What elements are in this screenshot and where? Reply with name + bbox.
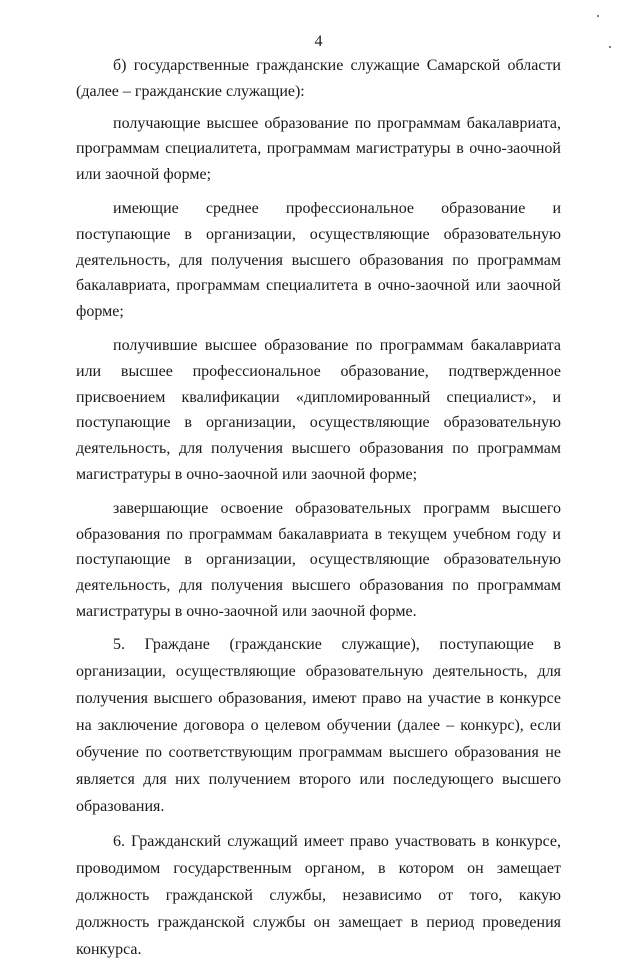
scan-speck bbox=[597, 15, 599, 17]
paragraph-civil-servants-heading: б) государственные гражданские служащие Самарской области (далее – гражданские служащие): bbox=[76, 57, 561, 100]
paragraph-receiving-higher-education: получающие высшее образование по программам бакалавриата, программам специалитета, программам магистратуры в очно-заочной или заочной форме; bbox=[76, 114, 561, 184]
paragraph-bachelor-or-specialist-graduates: получившие высшее образование по программам бакалавриата или высшее профессиональное образование, подтвержденное присвоением квалификации «дипломированный специалист», и поступающие в организации, осуществляющие образовательную деятельность, для получения высшего образования по программам магистратуры в очно-заочной или заочной форме; bbox=[76, 336, 561, 483]
paragraph-item-6: 6. Гражданский служащий имеет право участвовать в конкурсе, проводимом государственным органом, в котором он замещает должность гражданской службы, независимо от того, какую должность гражданской службы он замещает в период проведения конкурса. bbox=[76, 832, 561, 958]
document-body bbox=[76, 53, 561, 963]
scan-speck bbox=[609, 46, 611, 48]
paragraph-item-5: 5. Граждане (гражданские служащие), поступающие в организации, осуществляющие образовательную деятельность, для получения высшего образования, имеют право на участие в конкурсе на заключение договора о целевом обучении (далее – конкурс), если обучение по соответствующим программам высшего образования не является для них получением второго или последующего высшего образования. bbox=[76, 635, 561, 815]
page-number: 4 bbox=[314, 33, 323, 50]
paragraph-secondary-professional-education: имеющие среднее профессиональное образование и поступающие в организации, осуществляющие образовательную деятельность, для получения высшего образования по программам бакалавриата, программам специалитета в очно-заочной или заочной форме; bbox=[76, 199, 561, 321]
paragraph-completing-bachelor-programs: завершающие освоение образовательных программ высшего образования по программам бакалавриата в текущем учебном году и поступающие в организации, осуществляющие образовательную деятельность, для получения высшего образования по программам магистратуры в очно-заочной или заочной форме. bbox=[76, 499, 561, 620]
